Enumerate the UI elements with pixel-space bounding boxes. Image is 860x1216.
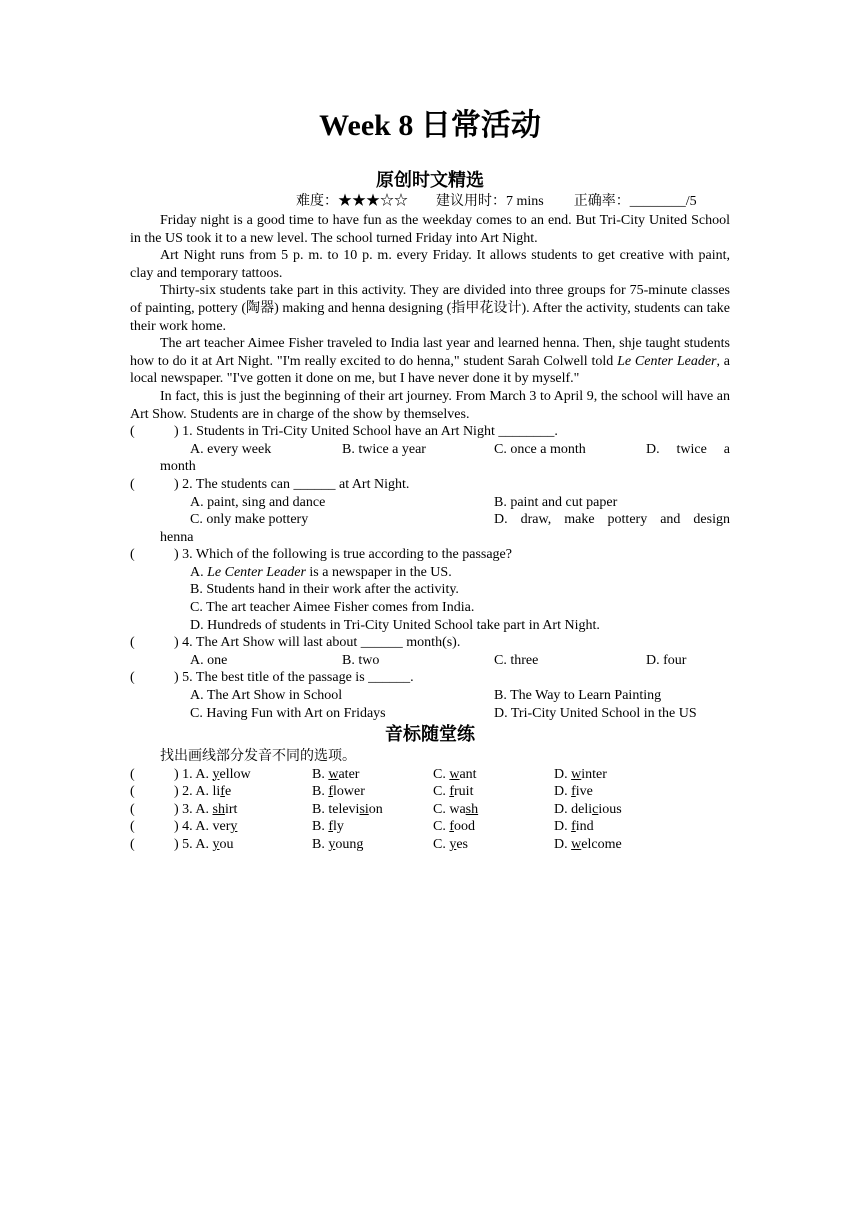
question-number: ) 5. A.: [174, 836, 213, 852]
underlined-part: w: [328, 766, 339, 782]
question-stem: ) 1. Students in Tri-City United School have an Art Night ________.: [174, 424, 558, 440]
question-number: ) 2. A.: [174, 784, 213, 800]
answer-paren[interactable]: (: [130, 819, 135, 835]
word-part: B.: [312, 766, 329, 782]
underlined-part: y: [328, 836, 336, 852]
question-3: [130, 546, 730, 634]
option-a[interactable]: A. The Art Show in School: [190, 688, 343, 704]
underlined-part: w: [449, 766, 460, 782]
reading-passage: [130, 212, 730, 722]
word-part: e: [224, 784, 232, 800]
word-part: ious: [598, 801, 622, 817]
word-part: ind: [575, 819, 594, 835]
newspaper-name: Le Center Leader: [617, 353, 717, 369]
word-part: D.: [554, 836, 572, 852]
word-part: ant: [459, 766, 477, 782]
section-heading-phonetics: 音标随堂练: [385, 724, 475, 744]
word-part: C.: [433, 836, 450, 852]
option-d[interactable]: [554, 836, 675, 854]
word-part: D.: [554, 784, 572, 800]
option-c[interactable]: [433, 766, 554, 784]
word-part: lower: [333, 784, 365, 800]
answer-paren[interactable]: (: [130, 784, 135, 800]
option-d[interactable]: [554, 801, 675, 819]
underlined-part: f: [449, 819, 455, 835]
option-c[interactable]: [433, 836, 554, 854]
question-number: ) 1. A.: [174, 766, 213, 782]
option-c[interactable]: C. once a month: [494, 441, 586, 457]
answer-paren[interactable]: (: [130, 547, 135, 563]
option-d[interactable]: [554, 783, 675, 801]
underlined-part: f: [328, 784, 334, 800]
word-part: B.: [312, 819, 329, 835]
phonetics-question-4: [130, 818, 730, 836]
word-part: on: [368, 801, 383, 817]
option-c[interactable]: C. Having Fun with Art on Fridays: [190, 705, 386, 721]
word-part: C. wa: [433, 801, 466, 817]
word-part: ver: [212, 819, 231, 835]
word-part: irt: [224, 801, 238, 817]
answer-paren[interactable]: (: [130, 801, 135, 817]
phonetics-question-5: [130, 836, 730, 854]
question-stem: ) 4. The Art Show will last about ______ month(s).: [174, 635, 461, 651]
option-d[interactable]: D. Tri-City United School in the US: [494, 705, 697, 721]
meta-line: [296, 193, 736, 210]
underlined-part: f: [571, 819, 576, 835]
newspaper-name: Le Center Leader: [207, 564, 306, 580]
word-part: C.: [433, 819, 450, 835]
option-c[interactable]: C. three: [494, 652, 539, 668]
underlined-part: w: [571, 836, 582, 852]
passage-paragraph: Art Night runs from 5 p. m. to 10 p. m. every Friday. It allows students to get creative with paint, clay and temporary tattoos.: [130, 248, 730, 281]
word-part: D.: [554, 819, 572, 835]
question-number: ) 4. A.: [174, 819, 213, 835]
phonetics-question-3: [130, 801, 730, 819]
section-heading-reading: 原创时文精选: [376, 170, 484, 190]
passage-paragraph: Friday night is a good time to have fun as the weekday comes to an end. But Tri-City United School in the US took it to a new level. The school turned Friday into Art Night.: [130, 213, 730, 246]
word-part: B.: [312, 784, 329, 800]
word-part: elcome: [581, 836, 622, 852]
option-text: is a newspaper in the US.: [305, 564, 452, 580]
underlined-part: y: [230, 819, 238, 835]
option-b[interactable]: [312, 783, 433, 801]
question-4: [130, 634, 730, 669]
option-d[interactable]: [554, 766, 675, 784]
option-d[interactable]: [554, 818, 675, 836]
underlined-part: y: [212, 836, 220, 852]
passage-text: , a local newspaper. "I've gotten it done on me, but I have never done it by myself.": [130, 353, 731, 387]
underlined-part: f: [449, 784, 455, 800]
option-b[interactable]: B. two: [342, 652, 380, 668]
underlined-part: f: [571, 784, 576, 800]
phonetics-instruction: 找出画线部分发音不同的选项。: [160, 749, 356, 764]
option-b[interactable]: B. The Way to Learn Painting: [494, 688, 662, 704]
underlined-part: y: [212, 766, 220, 782]
question-stem: ) 3. Which of the following is true according to the passage?: [174, 547, 512, 563]
accuracy-label: 正确率：________/5: [573, 194, 697, 209]
underlined-part: y: [449, 836, 457, 852]
page-title: Week 8 日常活动: [319, 109, 541, 142]
difficulty-label: 难度：: [296, 194, 338, 209]
option-a[interactable]: A. one: [190, 652, 228, 668]
underlined-part: sh: [465, 801, 479, 817]
word-part: ood: [454, 819, 476, 835]
time-label: 建议用时：7 mins: [436, 194, 544, 209]
answer-paren[interactable]: (: [130, 476, 135, 492]
word-part: C.: [433, 766, 450, 782]
option-a[interactable]: [190, 564, 730, 582]
option-continuation: henna: [160, 529, 194, 545]
option-c[interactable]: C. The art teacher Aimee Fisher comes from India.: [190, 600, 475, 616]
phonetics-question-1: [130, 766, 730, 784]
word-part: ater: [338, 766, 360, 782]
question-5: [130, 669, 730, 722]
word-part: oung: [335, 836, 364, 852]
phonetics-question-2: [130, 783, 730, 801]
word-part: ou: [219, 836, 234, 852]
word-part: B.: [312, 836, 329, 852]
option-b[interactable]: [312, 801, 433, 819]
answer-paren[interactable]: (: [130, 836, 135, 852]
word-part: D.: [554, 766, 572, 782]
underlined-part: sh: [212, 801, 225, 817]
word-part: D. deli: [554, 801, 593, 817]
option-c[interactable]: C. only make pottery: [190, 512, 309, 528]
answer-paren[interactable]: (: [130, 766, 135, 782]
question-number: ) 3. A.: [174, 801, 213, 817]
phonetics-section: [130, 748, 730, 854]
word-part: es: [456, 836, 469, 852]
option-a[interactable]: A. every week: [190, 441, 272, 457]
option-d[interactable]: D. Hundreds of students in Tri-City United School take part in Art Night.: [190, 617, 600, 633]
option-b[interactable]: [312, 766, 433, 784]
answer-paren[interactable]: (: [130, 635, 135, 651]
difficulty-stars: ★★★☆☆: [338, 194, 408, 209]
option-b[interactable]: [312, 818, 433, 836]
passage-paragraph: Thirty-six students take part in this activity. They are divided into three groups for 75-minute classes of painting, pottery (陶器) making and henna designing (指甲花设计). After the activity, students can take their work home.: [130, 283, 730, 334]
option-c[interactable]: [433, 783, 554, 801]
question-1: [130, 423, 730, 476]
option-d[interactable]: D. four: [646, 652, 687, 668]
word-part: ive: [575, 784, 593, 800]
option-b[interactable]: B. Students hand in their work after the activity.: [190, 582, 459, 598]
passage-paragraph: [130, 335, 730, 388]
option-c[interactable]: [433, 801, 554, 819]
passage-paragraph: In fact, this is just the beginning of their art journey. From March 3 to April 9, the school will have an Art Show. Students are in charge of the show by themselves.: [130, 388, 730, 422]
option-b[interactable]: B. twice a year: [342, 441, 426, 457]
word-part: B. televi: [312, 801, 360, 817]
word-part: ruit: [454, 784, 474, 800]
underlined-part: f: [220, 784, 225, 800]
answer-paren[interactable]: (: [130, 424, 135, 440]
word-part: C.: [433, 784, 450, 800]
option-b[interactable]: [312, 836, 433, 854]
underlined-part: si: [359, 801, 369, 817]
passage-text: The art teacher Aimee Fisher traveled to India last year and learned henna. Then, shje taught students how to do it at Art Night. "I'm really excited to do henna," student Sarah Colwell told: [130, 336, 730, 369]
answer-paren[interactable]: (: [130, 670, 135, 686]
underlined-part: f: [328, 819, 334, 835]
question-stem: ) 5. The best title of the passage is ______.: [174, 670, 414, 686]
option-continuation: month: [160, 459, 196, 475]
option-a[interactable]: A. paint, sing and dance: [190, 494, 326, 510]
word-part: li: [212, 784, 221, 800]
word-part: ly: [333, 819, 344, 835]
underlined-part: c: [592, 801, 599, 817]
option-d[interactable]: D. draw, make pottery and design: [494, 512, 730, 528]
question-stem: ) 2. The students can ______ at Art Night.: [174, 476, 410, 492]
underlined-part: w: [571, 766, 582, 782]
option-d[interactable]: D. twice a: [646, 441, 730, 457]
question-2: [130, 476, 730, 546]
option-letter: A.: [190, 564, 208, 580]
word-part: ellow: [219, 766, 251, 782]
option-c[interactable]: [433, 818, 554, 836]
option-b[interactable]: B. paint and cut paper: [494, 494, 618, 510]
word-part: inter: [581, 766, 607, 782]
